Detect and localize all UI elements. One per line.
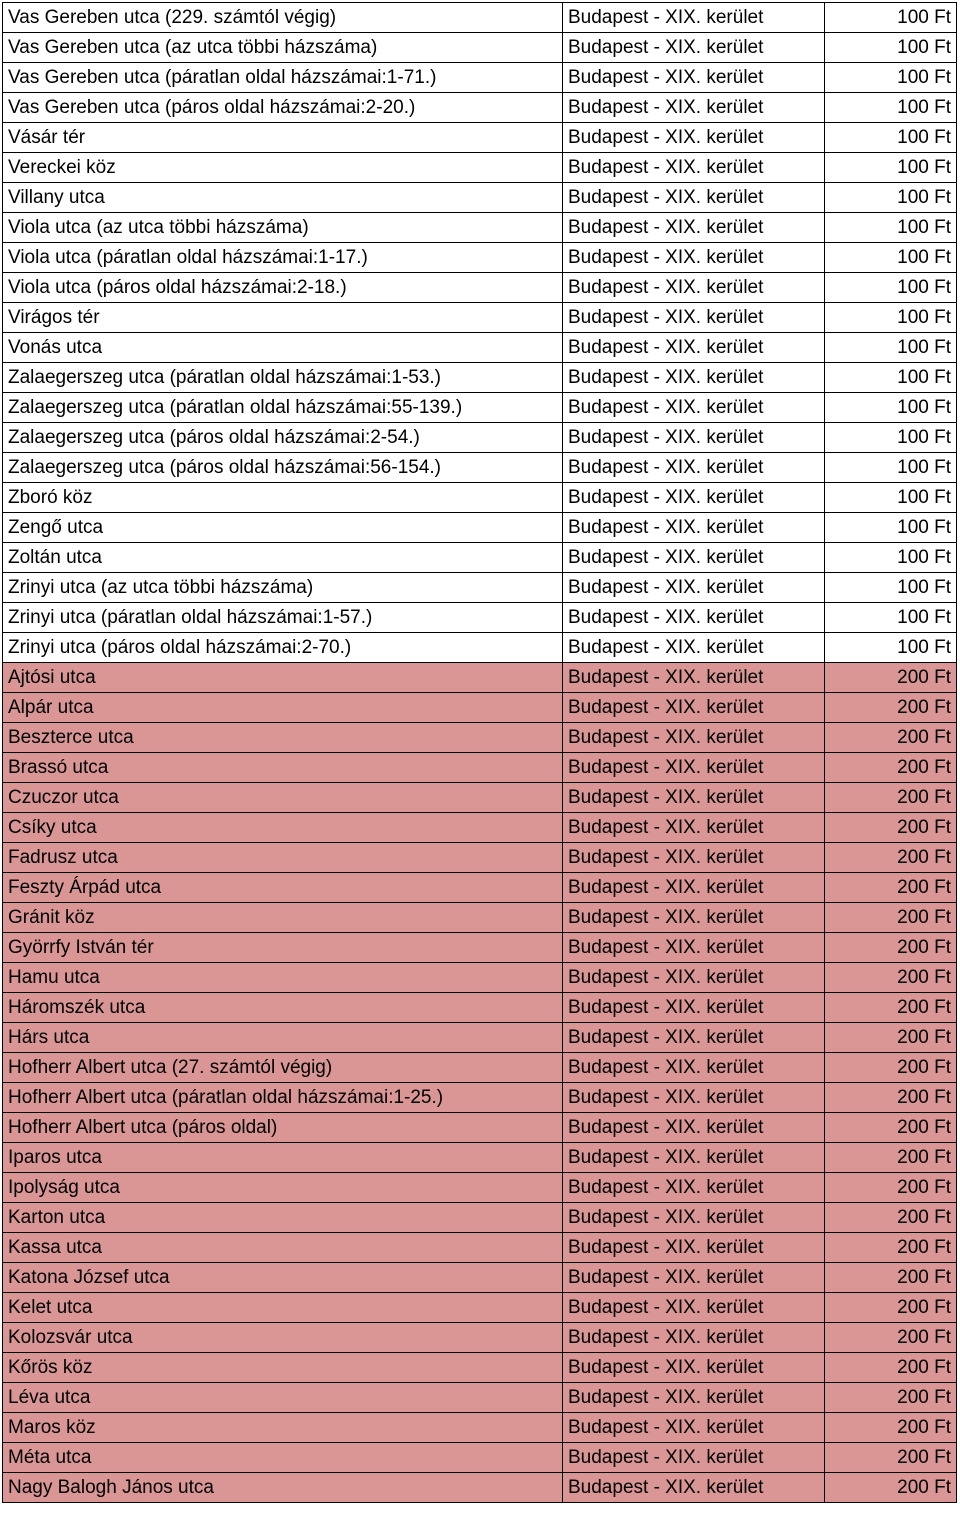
table-row bbox=[3, 1293, 957, 1323]
price-cell: 200 Ft bbox=[825, 993, 957, 1023]
price-cell: 100 Ft bbox=[825, 273, 957, 303]
street-cell: Hofherr Albert utca (27. számtól végig) bbox=[3, 1053, 563, 1083]
price-cell: 200 Ft bbox=[825, 1263, 957, 1293]
price-cell: 200 Ft bbox=[825, 663, 957, 693]
table-row bbox=[3, 333, 957, 363]
district-cell: Budapest - XIX. kerület bbox=[563, 1473, 825, 1503]
street-cell: Ipolyság utca bbox=[3, 1173, 563, 1203]
street-cell: Czuczor utca bbox=[3, 783, 563, 813]
district-cell: Budapest - XIX. kerület bbox=[563, 1053, 825, 1083]
price-cell: 200 Ft bbox=[825, 813, 957, 843]
street-cell: Zrinyi utca (páros oldal házszámai:2-70.) bbox=[3, 633, 563, 663]
district-cell: Budapest - XIX. kerület bbox=[563, 123, 825, 153]
price-cell: 100 Ft bbox=[825, 543, 957, 573]
district-cell: Budapest - XIX. kerület bbox=[563, 693, 825, 723]
price-cell: 100 Ft bbox=[825, 513, 957, 543]
table-row bbox=[3, 723, 957, 753]
district-cell: Budapest - XIX. kerület bbox=[563, 933, 825, 963]
table-row bbox=[3, 1113, 957, 1143]
district-cell: Budapest - XIX. kerület bbox=[563, 1263, 825, 1293]
district-cell: Budapest - XIX. kerület bbox=[563, 1023, 825, 1053]
table-row bbox=[3, 693, 957, 723]
district-cell: Budapest - XIX. kerület bbox=[563, 843, 825, 873]
street-cell: Kőrös köz bbox=[3, 1353, 563, 1383]
price-cell: 100 Ft bbox=[825, 93, 957, 123]
price-cell: 100 Ft bbox=[825, 123, 957, 153]
district-cell: Budapest - XIX. kerület bbox=[563, 513, 825, 543]
street-cell: Vas Gereben utca (páros oldal házszámai:2-20.) bbox=[3, 93, 563, 123]
table-row bbox=[3, 663, 957, 693]
price-cell: 100 Ft bbox=[825, 213, 957, 243]
street-price-table bbox=[2, 2, 957, 1503]
street-cell: Háromszék utca bbox=[3, 993, 563, 1023]
table-row bbox=[3, 153, 957, 183]
district-cell: Budapest - XIX. kerület bbox=[563, 183, 825, 213]
price-cell: 200 Ft bbox=[825, 1473, 957, 1503]
street-cell: Györrfy István tér bbox=[3, 933, 563, 963]
price-cell: 200 Ft bbox=[825, 1233, 957, 1263]
price-cell: 200 Ft bbox=[825, 873, 957, 903]
table-row bbox=[3, 1383, 957, 1413]
district-cell: Budapest - XIX. kerület bbox=[563, 993, 825, 1023]
district-cell: Budapest - XIX. kerület bbox=[563, 1293, 825, 1323]
district-cell: Budapest - XIX. kerület bbox=[563, 1143, 825, 1173]
district-cell: Budapest - XIX. kerület bbox=[563, 543, 825, 573]
street-cell: Vas Gereben utca (páratlan oldal házszámai:1-71.) bbox=[3, 63, 563, 93]
district-cell: Budapest - XIX. kerület bbox=[563, 1353, 825, 1383]
district-cell: Budapest - XIX. kerület bbox=[563, 333, 825, 363]
price-cell: 200 Ft bbox=[825, 1323, 957, 1353]
price-cell: 200 Ft bbox=[825, 933, 957, 963]
district-cell: Budapest - XIX. kerület bbox=[563, 903, 825, 933]
district-cell: Budapest - XIX. kerület bbox=[563, 363, 825, 393]
price-cell: 200 Ft bbox=[825, 1443, 957, 1473]
district-cell: Budapest - XIX. kerület bbox=[563, 573, 825, 603]
table-row bbox=[3, 993, 957, 1023]
table-row bbox=[3, 1173, 957, 1203]
district-cell: Budapest - XIX. kerület bbox=[563, 63, 825, 93]
district-cell: Budapest - XIX. kerület bbox=[563, 783, 825, 813]
district-cell: Budapest - XIX. kerület bbox=[563, 753, 825, 783]
table-row bbox=[3, 603, 957, 633]
street-cell: Méta utca bbox=[3, 1443, 563, 1473]
street-cell: Nagy Balogh János utca bbox=[3, 1473, 563, 1503]
street-cell: Iparos utca bbox=[3, 1143, 563, 1173]
street-cell: Zboró köz bbox=[3, 483, 563, 513]
table-row bbox=[3, 423, 957, 453]
street-cell: Villany utca bbox=[3, 183, 563, 213]
price-cell: 200 Ft bbox=[825, 1383, 957, 1413]
price-cell: 200 Ft bbox=[825, 1143, 957, 1173]
price-cell: 100 Ft bbox=[825, 363, 957, 393]
street-cell: Zalaegerszeg utca (páratlan oldal házszámai:1-53.) bbox=[3, 363, 563, 393]
price-cell: 200 Ft bbox=[825, 1113, 957, 1143]
street-cell: Zrinyi utca (az utca többi házszáma) bbox=[3, 573, 563, 603]
street-cell: Viola utca (páratlan oldal házszámai:1-17.) bbox=[3, 243, 563, 273]
price-cell: 100 Ft bbox=[825, 333, 957, 363]
street-cell: Zalaegerszeg utca (páros oldal házszámai:56-154.) bbox=[3, 453, 563, 483]
street-cell: Feszty Árpád utca bbox=[3, 873, 563, 903]
price-cell: 200 Ft bbox=[825, 1413, 957, 1443]
table-row bbox=[3, 483, 957, 513]
district-cell: Budapest - XIX. kerület bbox=[563, 813, 825, 843]
street-cell: Léva utca bbox=[3, 1383, 563, 1413]
price-cell: 200 Ft bbox=[825, 1173, 957, 1203]
table-row bbox=[3, 243, 957, 273]
street-cell: Brassó utca bbox=[3, 753, 563, 783]
district-cell: Budapest - XIX. kerület bbox=[563, 483, 825, 513]
price-cell: 200 Ft bbox=[825, 963, 957, 993]
district-cell: Budapest - XIX. kerület bbox=[563, 1113, 825, 1143]
district-cell: Budapest - XIX. kerület bbox=[563, 1383, 825, 1413]
price-cell: 100 Ft bbox=[825, 303, 957, 333]
table-row bbox=[3, 123, 957, 153]
table-row bbox=[3, 1023, 957, 1053]
district-cell: Budapest - XIX. kerület bbox=[563, 153, 825, 183]
price-cell: 100 Ft bbox=[825, 63, 957, 93]
price-cell: 100 Ft bbox=[825, 423, 957, 453]
price-cell: 200 Ft bbox=[825, 843, 957, 873]
street-cell: Zoltán utca bbox=[3, 543, 563, 573]
street-cell: Katona József utca bbox=[3, 1263, 563, 1293]
table-row bbox=[3, 1353, 957, 1383]
price-cell: 100 Ft bbox=[825, 183, 957, 213]
district-cell: Budapest - XIX. kerület bbox=[563, 1233, 825, 1263]
street-cell: Hárs utca bbox=[3, 1023, 563, 1053]
table-row bbox=[3, 1413, 957, 1443]
table-row bbox=[3, 813, 957, 843]
street-cell: Alpár utca bbox=[3, 693, 563, 723]
table-row bbox=[3, 63, 957, 93]
street-cell: Zalaegerszeg utca (páros oldal házszámai:2-54.) bbox=[3, 423, 563, 453]
district-cell: Budapest - XIX. kerület bbox=[563, 1083, 825, 1113]
street-cell: Zrinyi utca (páratlan oldal házszámai:1-57.) bbox=[3, 603, 563, 633]
district-cell: Budapest - XIX. kerület bbox=[563, 1413, 825, 1443]
district-cell: Budapest - XIX. kerület bbox=[563, 243, 825, 273]
district-cell: Budapest - XIX. kerület bbox=[563, 273, 825, 303]
price-cell: 200 Ft bbox=[825, 1353, 957, 1383]
street-cell: Vereckei köz bbox=[3, 153, 563, 183]
price-cell: 100 Ft bbox=[825, 603, 957, 633]
district-cell: Budapest - XIX. kerület bbox=[563, 873, 825, 903]
street-cell: Vásár tér bbox=[3, 123, 563, 153]
street-cell: Beszterce utca bbox=[3, 723, 563, 753]
table-row bbox=[3, 183, 957, 213]
table-row bbox=[3, 1053, 957, 1083]
district-cell: Budapest - XIX. kerület bbox=[563, 1443, 825, 1473]
table-row bbox=[3, 363, 957, 393]
street-cell: Hofherr Albert utca (páratlan oldal házszámai:1-25.) bbox=[3, 1083, 563, 1113]
street-cell: Hamu utca bbox=[3, 963, 563, 993]
table-row bbox=[3, 213, 957, 243]
table-row bbox=[3, 903, 957, 933]
price-cell: 200 Ft bbox=[825, 1203, 957, 1233]
street-cell: Vas Gereben utca (az utca többi házszáma) bbox=[3, 33, 563, 63]
table-row bbox=[3, 543, 957, 573]
price-cell: 100 Ft bbox=[825, 453, 957, 483]
price-cell: 100 Ft bbox=[825, 33, 957, 63]
price-cell: 200 Ft bbox=[825, 903, 957, 933]
district-cell: Budapest - XIX. kerület bbox=[563, 1203, 825, 1233]
price-cell: 100 Ft bbox=[825, 483, 957, 513]
table-row bbox=[3, 1473, 957, 1503]
table-row bbox=[3, 273, 957, 303]
street-cell: Ajtósi utca bbox=[3, 663, 563, 693]
street-cell: Vonás utca bbox=[3, 333, 563, 363]
price-cell: 100 Ft bbox=[825, 153, 957, 183]
price-cell: 200 Ft bbox=[825, 783, 957, 813]
table-row bbox=[3, 843, 957, 873]
table-row bbox=[3, 1323, 957, 1353]
table-row bbox=[3, 933, 957, 963]
table-row bbox=[3, 1143, 957, 1173]
price-cell: 200 Ft bbox=[825, 1023, 957, 1053]
district-cell: Budapest - XIX. kerület bbox=[563, 603, 825, 633]
district-cell: Budapest - XIX. kerület bbox=[563, 3, 825, 33]
district-cell: Budapest - XIX. kerület bbox=[563, 1173, 825, 1203]
price-cell: 200 Ft bbox=[825, 1053, 957, 1083]
table-row bbox=[3, 303, 957, 333]
district-cell: Budapest - XIX. kerület bbox=[563, 633, 825, 663]
street-cell: Virágos tér bbox=[3, 303, 563, 333]
price-cell: 100 Ft bbox=[825, 393, 957, 423]
street-cell: Gránit köz bbox=[3, 903, 563, 933]
table-row bbox=[3, 393, 957, 423]
street-cell: Viola utca (páros oldal házszámai:2-18.) bbox=[3, 273, 563, 303]
district-cell: Budapest - XIX. kerület bbox=[563, 303, 825, 333]
district-cell: Budapest - XIX. kerület bbox=[563, 723, 825, 753]
district-cell: Budapest - XIX. kerület bbox=[563, 453, 825, 483]
price-cell: 200 Ft bbox=[825, 753, 957, 783]
district-cell: Budapest - XIX. kerület bbox=[563, 423, 825, 453]
table-row bbox=[3, 3, 957, 33]
street-cell: Vas Gereben utca (229. számtól végig) bbox=[3, 3, 563, 33]
price-cell: 200 Ft bbox=[825, 693, 957, 723]
price-cell: 200 Ft bbox=[825, 723, 957, 753]
price-cell: 100 Ft bbox=[825, 3, 957, 33]
street-cell: Maros köz bbox=[3, 1413, 563, 1443]
price-cell: 100 Ft bbox=[825, 633, 957, 663]
district-cell: Budapest - XIX. kerület bbox=[563, 33, 825, 63]
street-cell: Csíky utca bbox=[3, 813, 563, 843]
table-row bbox=[3, 1263, 957, 1293]
street-cell: Karton utca bbox=[3, 1203, 563, 1233]
table-row bbox=[3, 633, 957, 663]
table-row bbox=[3, 93, 957, 123]
table-row bbox=[3, 753, 957, 783]
district-cell: Budapest - XIX. kerület bbox=[563, 213, 825, 243]
street-cell: Kassa utca bbox=[3, 1233, 563, 1263]
street-cell: Hofherr Albert utca (páros oldal) bbox=[3, 1113, 563, 1143]
price-cell: 200 Ft bbox=[825, 1083, 957, 1113]
table-row bbox=[3, 1083, 957, 1113]
district-cell: Budapest - XIX. kerület bbox=[563, 1323, 825, 1353]
price-cell: 100 Ft bbox=[825, 573, 957, 603]
price-cell: 200 Ft bbox=[825, 1293, 957, 1323]
street-cell: Fadrusz utca bbox=[3, 843, 563, 873]
table-row bbox=[3, 33, 957, 63]
table-row bbox=[3, 1443, 957, 1473]
district-cell: Budapest - XIX. kerület bbox=[563, 963, 825, 993]
street-cell: Viola utca (az utca többi házszáma) bbox=[3, 213, 563, 243]
district-cell: Budapest - XIX. kerület bbox=[563, 663, 825, 693]
table-body bbox=[3, 3, 957, 1503]
table-row bbox=[3, 453, 957, 483]
price-cell: 100 Ft bbox=[825, 243, 957, 273]
street-cell: Zengő utca bbox=[3, 513, 563, 543]
street-cell: Kolozsvár utca bbox=[3, 1323, 563, 1353]
table-row bbox=[3, 873, 957, 903]
street-cell: Kelet utca bbox=[3, 1293, 563, 1323]
table-row bbox=[3, 963, 957, 993]
table-row bbox=[3, 783, 957, 813]
table-row bbox=[3, 573, 957, 603]
table-row bbox=[3, 1203, 957, 1233]
table-row bbox=[3, 513, 957, 543]
street-cell: Zalaegerszeg utca (páratlan oldal házszámai:55-139.) bbox=[3, 393, 563, 423]
table-row bbox=[3, 1233, 957, 1263]
district-cell: Budapest - XIX. kerület bbox=[563, 393, 825, 423]
district-cell: Budapest - XIX. kerület bbox=[563, 93, 825, 123]
